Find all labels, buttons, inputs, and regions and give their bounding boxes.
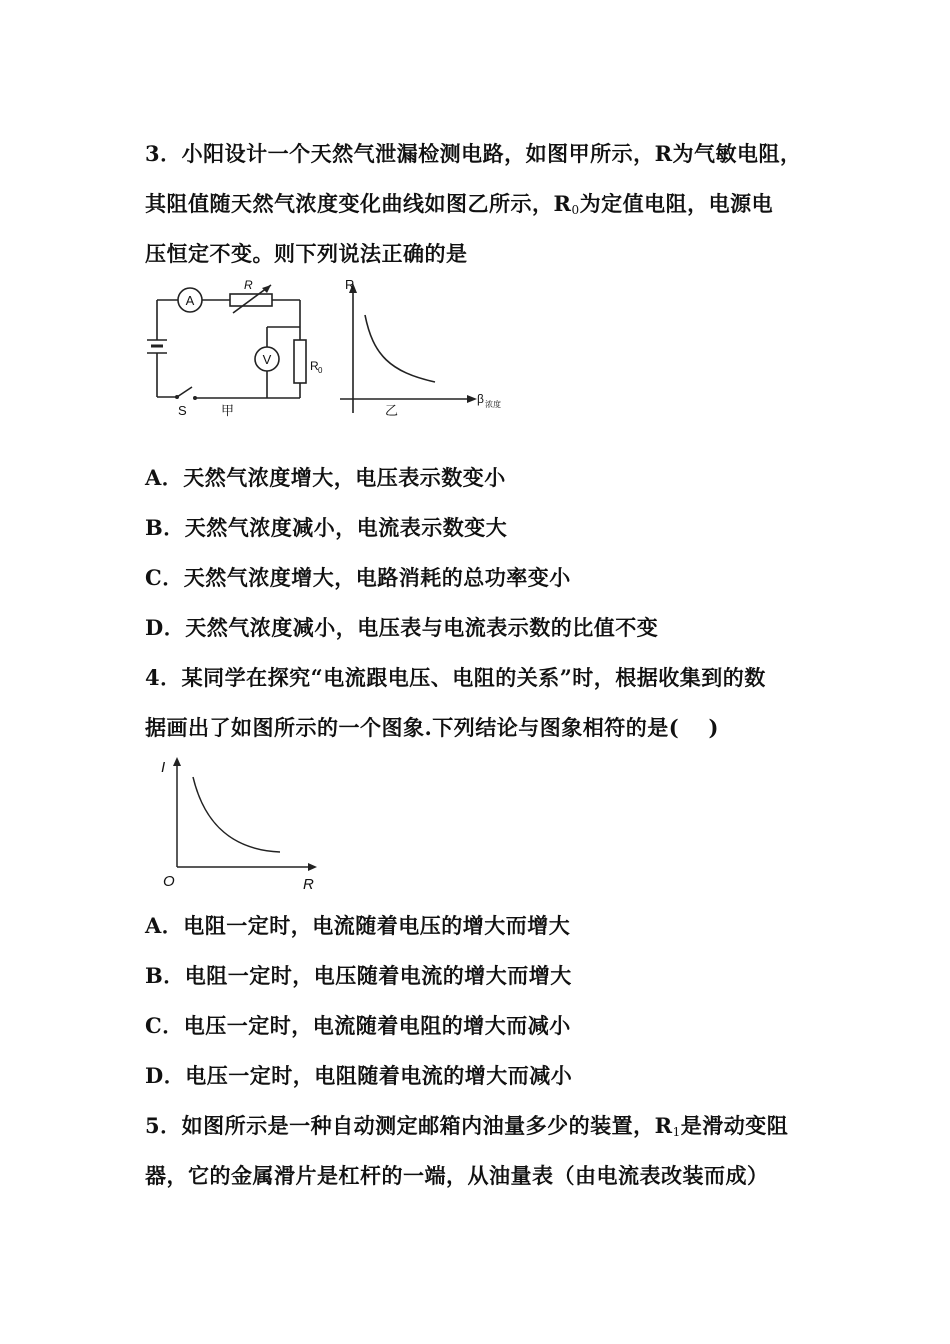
q4-option-c: C．电压一定时，电流随着电阻的增大而减小 xyxy=(145,1013,571,1038)
figure-b-caption: 乙 xyxy=(385,403,399,418)
q3-option-d: D．天然气浓度减小，电压表与电流表示数的比值不变 xyxy=(145,615,659,640)
q5-line-1 xyxy=(145,1110,788,1140)
graph-y-label: I xyxy=(161,759,166,776)
graph-b-x-label: β xyxy=(477,392,484,406)
q4-line-1: 4．某同学在探究“电流跟电压、电阻的关系”时，根据收集到的数 xyxy=(145,665,766,690)
voltmeter-label: V xyxy=(262,352,272,367)
q4-option-b: B．电阻一定时，电压随着电流的增大而增大 xyxy=(145,963,572,988)
resistor-r-label: R xyxy=(244,278,253,292)
graph-b-x-subscript: 浓度 xyxy=(485,400,501,409)
q3-line-1: 3．小阳设计一个天然气泄漏检测电路，如图甲所示，R为气敏电阻， xyxy=(145,141,802,166)
variable-arrow-icon xyxy=(262,285,271,293)
resistor-r0-label: R xyxy=(310,359,319,373)
graph-x-label: R xyxy=(303,876,314,893)
q5-line-2: 器，它的金属滑片是杠杆的一端，从油量表（由电流表改装而成） xyxy=(145,1163,769,1188)
q3-r0-subscript: 0 xyxy=(571,203,580,217)
current-resistance-graph xyxy=(155,752,335,897)
q5-line-1-b: 是滑动变阻 xyxy=(680,1113,789,1138)
switch-label: S xyxy=(178,403,187,418)
q5-r1-subscript: 1 xyxy=(672,1125,681,1139)
q3-line-2-b: 为定值电阻，电源电 xyxy=(579,191,774,216)
q3-line-2-a: 其阻值随天然气浓度变化曲线如图乙所示，R xyxy=(145,191,572,216)
ammeter-label: A xyxy=(185,293,195,308)
q5-line-1-a: 5．如图所示是一种自动测定邮箱内油量多少的装置，R xyxy=(145,1113,673,1138)
q3-line-3: 压恒定不变。则下列说法正确的是 xyxy=(145,241,468,266)
q4-option-d: D．电压一定时，电阻随着电流的增大而减小 xyxy=(145,1063,573,1088)
q4-line-2: 据画出了如图所示的一个图象.下列结论与图象相符的是( ) xyxy=(145,715,719,740)
circuit-diagram xyxy=(145,275,325,420)
q3-line-2 xyxy=(145,188,773,218)
resistance-concentration-graph xyxy=(335,275,530,420)
q3-option-b: B．天然气浓度减小，电流表示数变大 xyxy=(145,515,508,540)
q3-option-c: C．天然气浓度增大，电路消耗的总功率变小 xyxy=(145,565,571,590)
graph-origin-label: O xyxy=(163,873,175,890)
q3-option-a: A．天然气浓度增大，电压表示数变小 xyxy=(145,465,506,490)
figure-a-caption: 甲 xyxy=(221,403,235,418)
graph-b-y-label: R xyxy=(345,277,355,292)
resistor-r0-subscript: 0 xyxy=(318,366,323,375)
q4-option-a: A．电阻一定时，电流随着电压的增大而增大 xyxy=(145,913,571,938)
